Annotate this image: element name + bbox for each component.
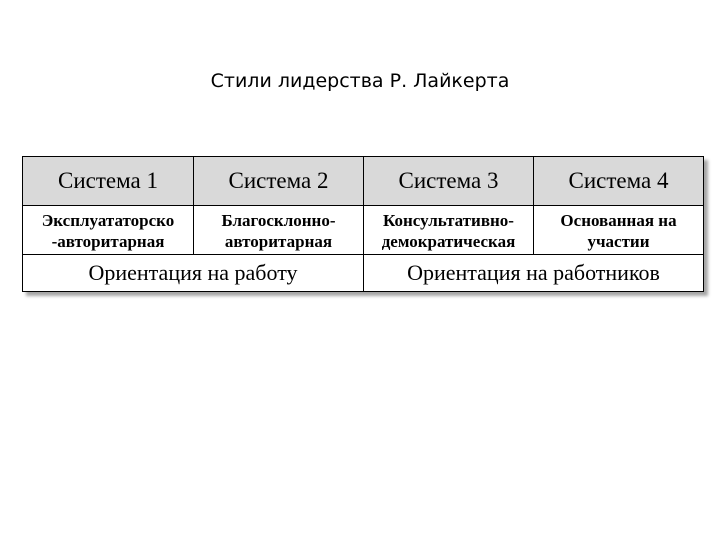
orientation-row <box>23 254 703 291</box>
system-4-cell: Система 4 <box>533 157 703 205</box>
system-3-cell: Система 3 <box>363 157 533 205</box>
style-exploitative-authoritative: Эксплуататорско -авторитарная <box>41 210 175 251</box>
slide-title: Стили лидерства Р. Лайкерта <box>210 70 510 92</box>
orientation-task-cell: Ориентация на работу <box>88 260 298 285</box>
likert-styles-table <box>22 156 704 292</box>
orientation-people-cell: Ориентация на работников <box>363 255 703 291</box>
system-2-cell: Система 2 <box>193 157 363 205</box>
style-benevolent-authoritative: Благосклонно- авторитарная <box>193 206 363 254</box>
style-consultative-democratic: Консультативно- демократическая <box>363 206 533 254</box>
styles-row <box>23 205 703 254</box>
systems-row <box>23 157 703 205</box>
style-participative: Основанная на участии <box>533 206 703 254</box>
system-1-cell: Система 1 <box>23 157 193 205</box>
